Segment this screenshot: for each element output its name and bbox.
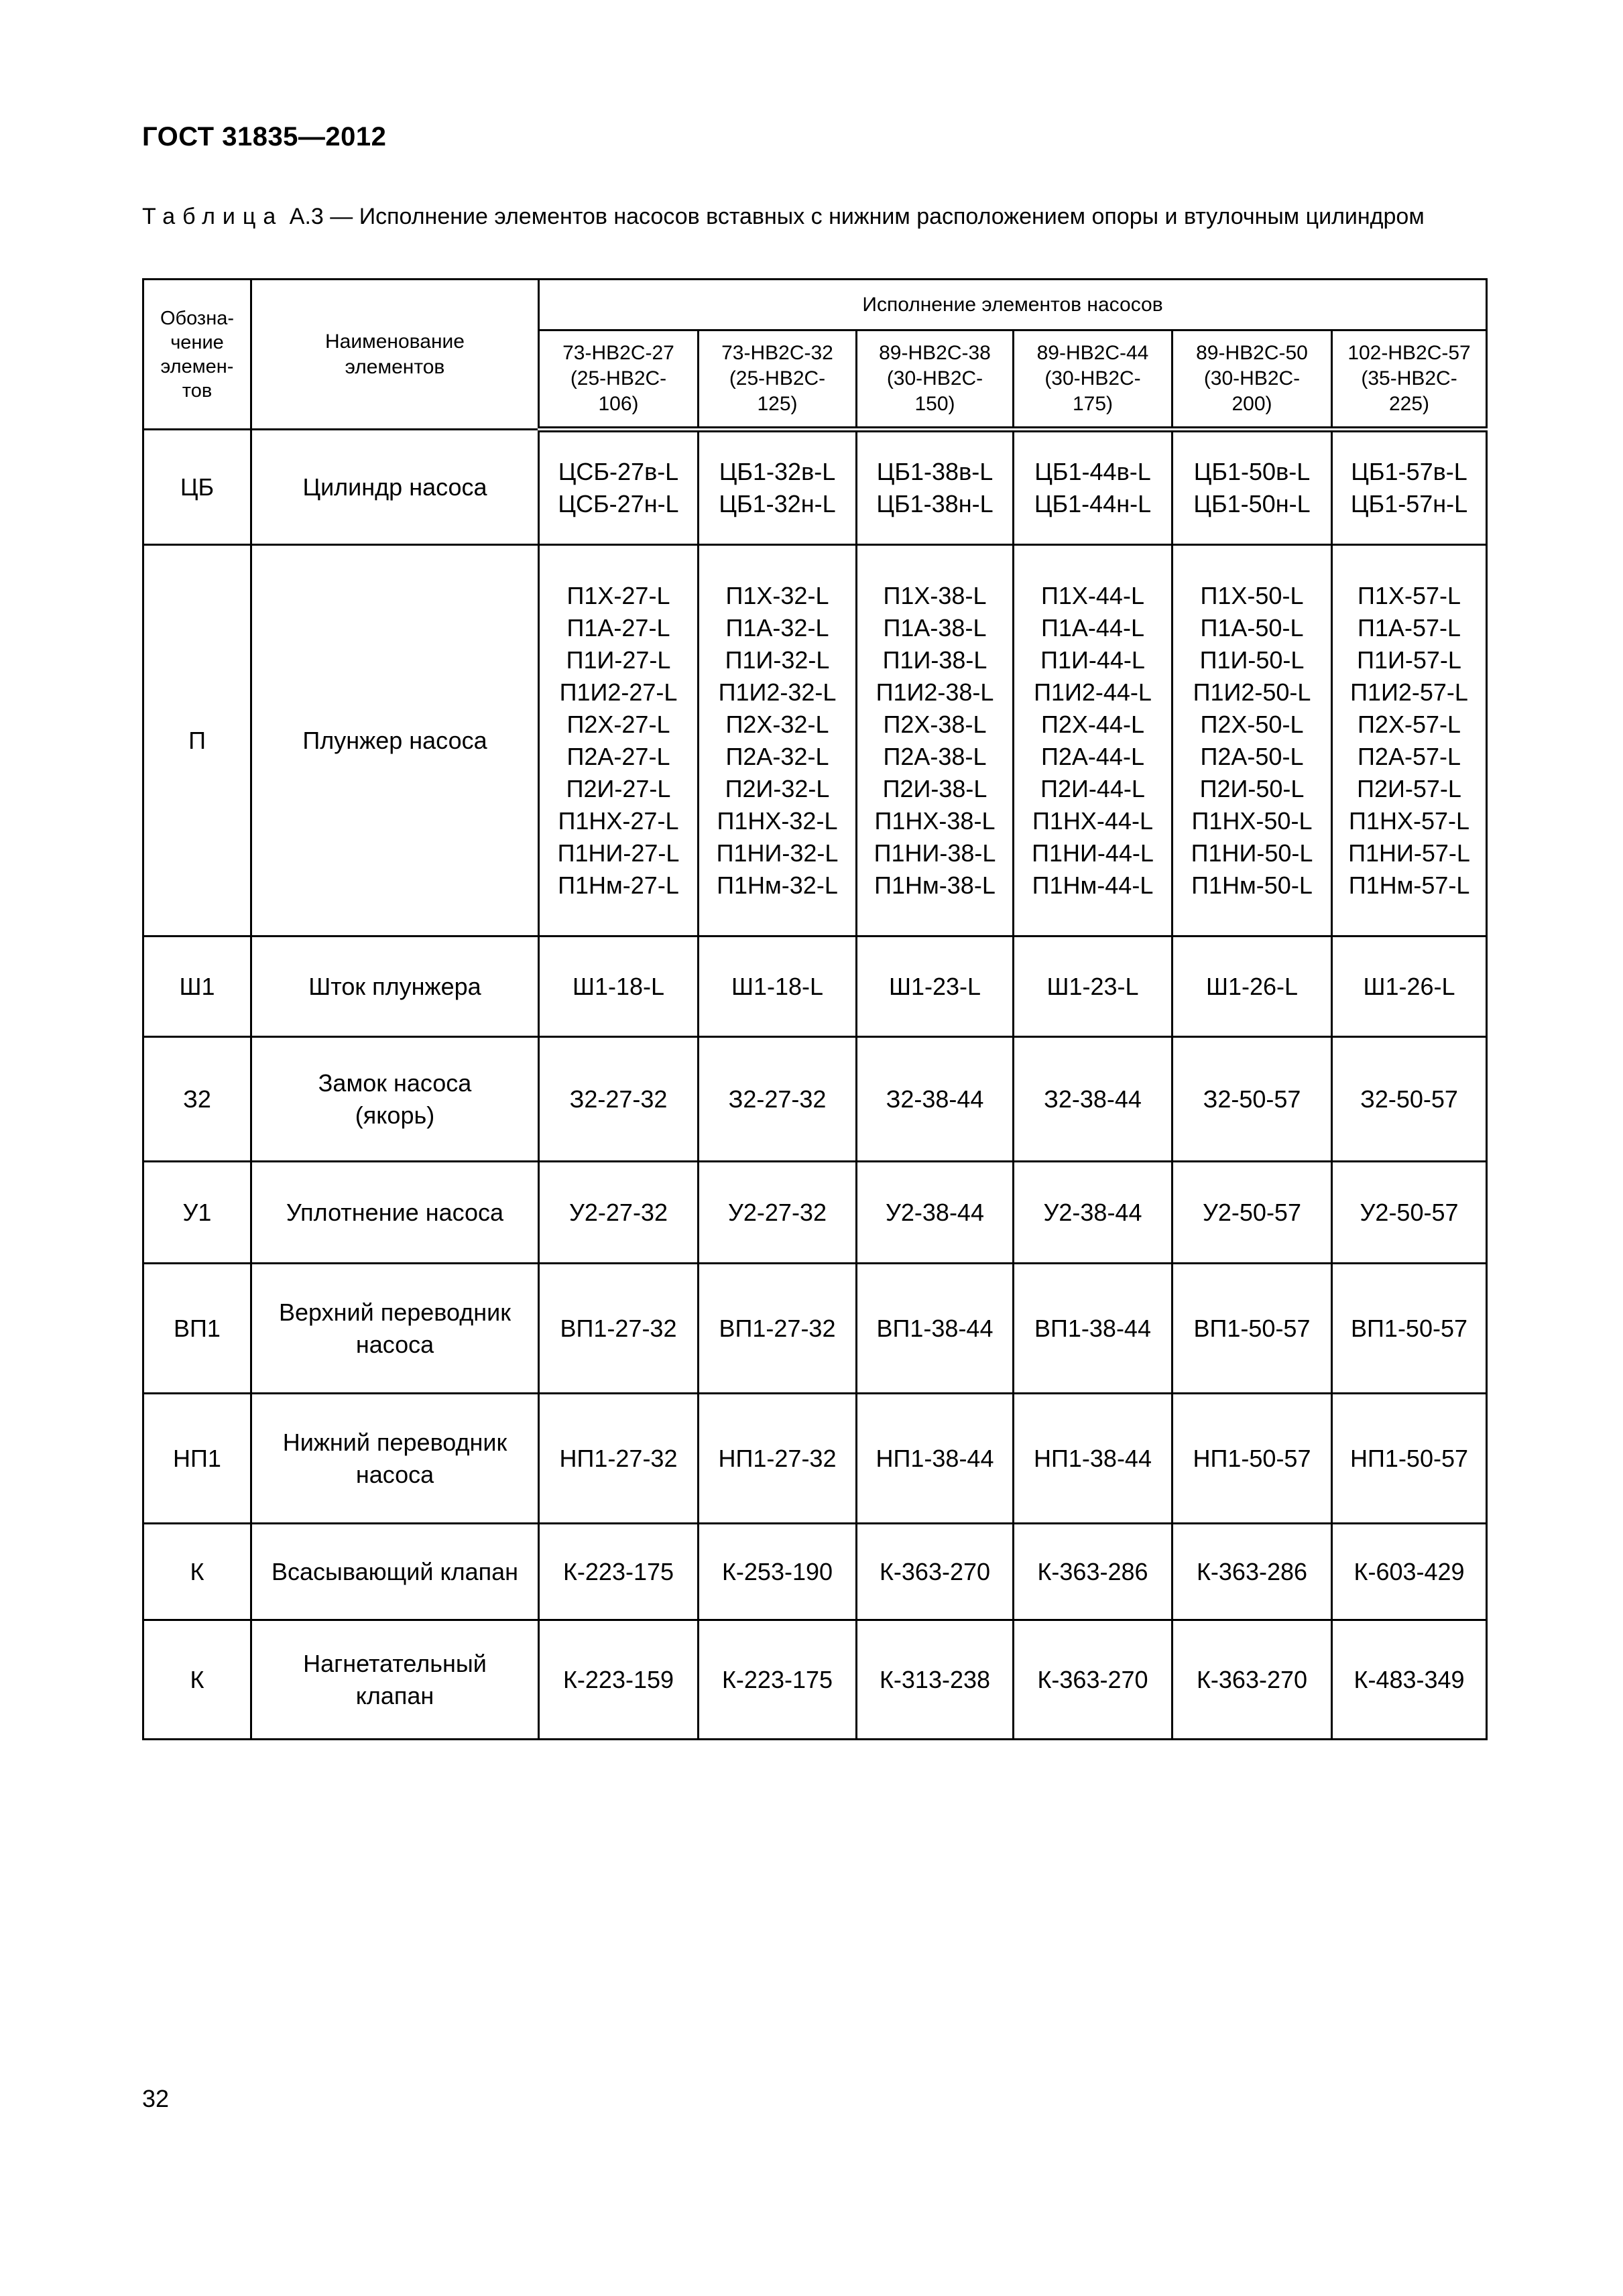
- element-variant-value: З2-38-44: [1014, 1037, 1173, 1162]
- caption-label: Таблица: [142, 204, 284, 229]
- element-name: Цилиндр насоса: [251, 430, 539, 545]
- element-variant-value: К-363-270: [1014, 1620, 1173, 1740]
- table-row: [143, 1162, 1487, 1264]
- element-variant-value: Ш1-18-L: [539, 936, 699, 1037]
- element-variant-value: К-223-175: [539, 1524, 699, 1620]
- element-code: Ш1: [143, 936, 251, 1037]
- element-code: З2: [143, 1037, 251, 1162]
- element-variant-value: К-253-190: [699, 1524, 857, 1620]
- document-id: ГОСТ 31835—2012: [142, 122, 387, 152]
- element-variant-value: К-223-159: [539, 1620, 699, 1740]
- element-name: Уплотнение насоса: [251, 1162, 539, 1264]
- page-number: 32: [142, 2085, 170, 2112]
- element-variant-value: ВП1-50-57: [1173, 1264, 1332, 1394]
- element-variant-value: П1Х-44-L П1А-44-L П1И-44-L П1И2-44-L П2Х-44-L П2А-44-L П2И-44-L П1НХ-44-L П1НИ-44-L П1Нм-44-L: [1014, 545, 1173, 936]
- element-variant-value: ВП1-50-57: [1332, 1264, 1487, 1394]
- element-variant-value: ЦБ1-44в-L ЦБ1-44н-L: [1014, 430, 1173, 545]
- table-body: [143, 430, 1487, 1740]
- element-variant-value: ВП1-38-44: [1014, 1264, 1173, 1394]
- element-variant-value: У2-38-44: [1014, 1162, 1173, 1264]
- element-variant-value: Ш1-18-L: [699, 936, 857, 1037]
- element-variant-value: У2-38-44: [857, 1162, 1014, 1264]
- element-name: Замок насоса (якорь): [251, 1037, 539, 1162]
- element-code: НП1: [143, 1394, 251, 1524]
- table-row: [143, 1037, 1487, 1162]
- element-name: Нагнетательный клапан: [251, 1620, 539, 1740]
- element-code: К: [143, 1524, 251, 1620]
- element-name: Плунжер насоса: [251, 545, 539, 936]
- element-variant-value: ВП1-27-32: [699, 1264, 857, 1394]
- table-caption: [142, 201, 1483, 232]
- header-variant: 73-НВ2С-32 (25-НВ2С- 125): [699, 330, 857, 430]
- element-variant-value: У2-50-57: [1332, 1162, 1487, 1264]
- element-variant-value: П1Х-32-L П1А-32-L П1И-32-L П1И2-32-L П2Х-32-L П2А-32-L П2И-32-L П1НХ-32-L П1НИ-32-L П1Нм-32-L: [699, 545, 857, 936]
- element-variant-value: Ш1-26-L: [1173, 936, 1332, 1037]
- header-group: Исполнение элементов насосов: [539, 280, 1487, 330]
- element-variant-value: ВП1-27-32: [539, 1264, 699, 1394]
- element-variant-value: К-603-429: [1332, 1524, 1487, 1620]
- element-name: Всасывающий клапан: [251, 1524, 539, 1620]
- header-variant: 102-НВ2С-57 (35-НВ2С- 225): [1332, 330, 1487, 430]
- element-variant-value: НП1-38-44: [1014, 1394, 1173, 1524]
- element-variant-value: У2-50-57: [1173, 1162, 1332, 1264]
- element-variant-value: Ш1-23-L: [857, 936, 1014, 1037]
- table-row: [143, 1620, 1487, 1740]
- element-code: ЦБ: [143, 430, 251, 545]
- element-variant-value: К-483-349: [1332, 1620, 1487, 1740]
- header-variant: 89-НВ2С-50 (30-НВ2С- 200): [1173, 330, 1332, 430]
- element-name: Нижний переводник насоса: [251, 1394, 539, 1524]
- header-code: Обозна- чение элемен- тов: [143, 280, 251, 430]
- element-variant-value: ЦБ1-50в-L ЦБ1-50н-L: [1173, 430, 1332, 545]
- element-variant-value: З2-27-32: [539, 1037, 699, 1162]
- element-variant-value: Ш1-26-L: [1332, 936, 1487, 1037]
- table-row: [143, 1394, 1487, 1524]
- element-variant-value: У2-27-32: [539, 1162, 699, 1264]
- element-variant-value: К-223-175: [699, 1620, 857, 1740]
- header-variant: 89-НВ2С-44 (30-НВ2С- 175): [1014, 330, 1173, 430]
- table-row: [143, 936, 1487, 1037]
- table-row: [143, 1524, 1487, 1620]
- element-variant-value: ЦСБ-27в-L ЦСБ-27н-L: [539, 430, 699, 545]
- element-variant-value: З2-27-32: [699, 1037, 857, 1162]
- table-row: [143, 545, 1487, 936]
- table-row: [143, 1264, 1487, 1394]
- caption-text: А.3 — Исполнение элементов насосов вставных с нижним расположением опоры и втулочным цилиндром: [289, 204, 1425, 229]
- element-variant-value: К-363-286: [1173, 1524, 1332, 1620]
- header-variant: 73-НВ2С-27 (25-НВ2С- 106): [539, 330, 699, 430]
- element-variant-value: П1Х-27-L П1А-27-L П1И-27-L П1И2-27-L П2Х-27-L П2А-27-L П2И-27-L П1НХ-27-L П1НИ-27-L П1Нм-27-L: [539, 545, 699, 936]
- element-variant-value: П1Х-57-L П1А-57-L П1И-57-L П1И2-57-L П2Х-57-L П2А-57-L П2И-57-L П1НХ-57-L П1НИ-57-L П1Нм-57-L: [1332, 545, 1487, 936]
- header-name: Наименование элементов: [251, 280, 539, 430]
- elements-table-wrapper: [142, 278, 1486, 1740]
- element-code: ВП1: [143, 1264, 251, 1394]
- element-variant-value: НП1-27-32: [539, 1394, 699, 1524]
- element-variant-value: У2-27-32: [699, 1162, 857, 1264]
- element-variant-value: З2-38-44: [857, 1037, 1014, 1162]
- element-code: П: [143, 545, 251, 936]
- element-variant-value: НП1-50-57: [1173, 1394, 1332, 1524]
- element-name: Шток плунжера: [251, 936, 539, 1037]
- element-variant-value: К-363-270: [1173, 1620, 1332, 1740]
- element-variant-value: П1Х-38-L П1А-38-L П1И-38-L П1И2-38-L П2Х-38-L П2А-38-L П2И-38-L П1НХ-38-L П1НИ-38-L П1Нм-38-L: [857, 545, 1014, 936]
- element-variant-value: ЦБ1-38в-L ЦБ1-38н-L: [857, 430, 1014, 545]
- element-variant-value: ЦБ1-57в-L ЦБ1-57н-L: [1332, 430, 1487, 545]
- element-variant-value: К-363-286: [1014, 1524, 1173, 1620]
- element-variant-value: З2-50-57: [1332, 1037, 1487, 1162]
- element-variant-value: ВП1-38-44: [857, 1264, 1014, 1394]
- element-variant-value: К-363-270: [857, 1524, 1014, 1620]
- element-name: Верхний переводник насоса: [251, 1264, 539, 1394]
- element-variant-value: З2-50-57: [1173, 1037, 1332, 1162]
- element-variant-value: НП1-27-32: [699, 1394, 857, 1524]
- element-code: У1: [143, 1162, 251, 1264]
- element-variant-value: НП1-38-44: [857, 1394, 1014, 1524]
- elements-table: [142, 278, 1488, 1740]
- element-variant-value: К-313-238: [857, 1620, 1014, 1740]
- table-row: [143, 430, 1487, 545]
- element-variant-value: НП1-50-57: [1332, 1394, 1487, 1524]
- element-variant-value: Ш1-23-L: [1014, 936, 1173, 1037]
- element-variant-value: П1Х-50-L П1А-50-L П1И-50-L П1И2-50-L П2Х-50-L П2А-50-L П2И-50-L П1НХ-50-L П1НИ-50-L П1Нм-50-L: [1173, 545, 1332, 936]
- element-variant-value: ЦБ1-32в-L ЦБ1-32н-L: [699, 430, 857, 545]
- header-variant: 89-НВ2С-38 (30-НВ2С- 150): [857, 330, 1014, 430]
- element-code: К: [143, 1620, 251, 1740]
- table-header: [143, 280, 1487, 430]
